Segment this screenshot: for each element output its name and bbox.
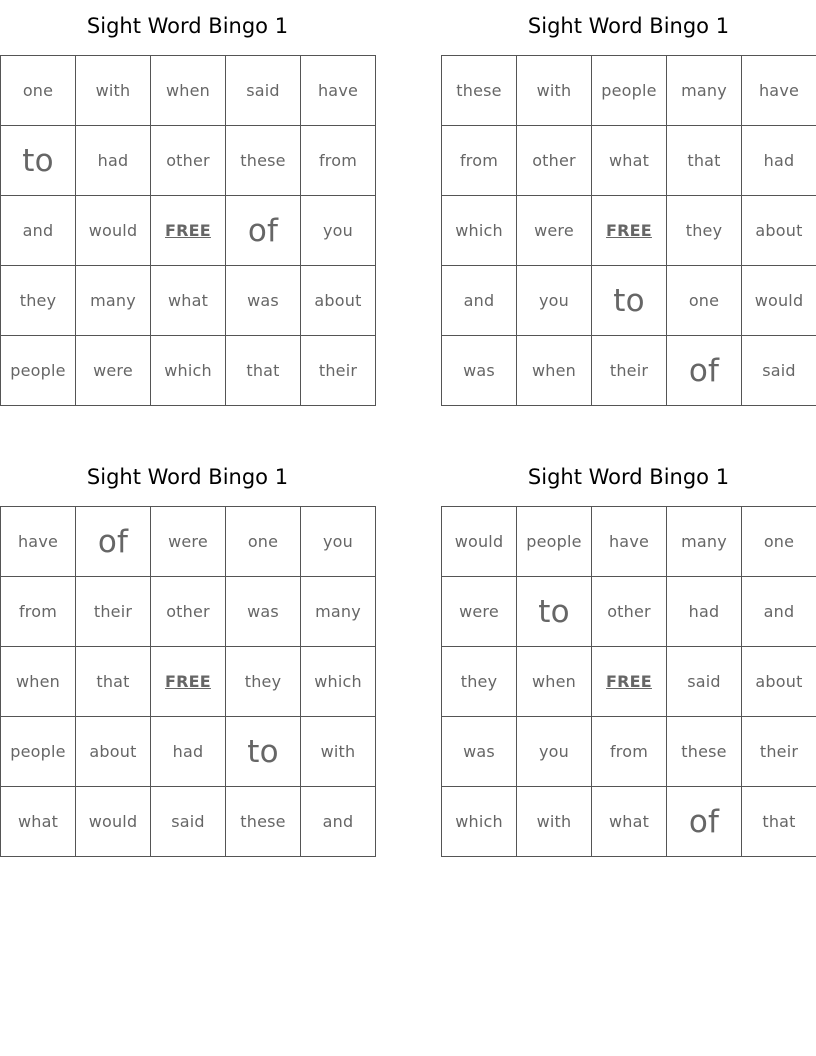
bingo-cell: to — [592, 266, 667, 336]
grid-row — [1, 126, 376, 196]
bingo-grid — [441, 55, 816, 406]
bingo-cell: people — [592, 56, 667, 126]
card-title: Sight Word Bingo 1 — [86, 465, 289, 489]
bingo-cell: their — [301, 336, 376, 406]
bingo-cell: about — [301, 266, 376, 336]
bingo-cell: of — [226, 196, 301, 266]
bingo-cell: what — [592, 787, 667, 857]
bingo-cell: which — [301, 647, 376, 717]
bingo-cell: many — [76, 266, 151, 336]
bingo-cell: other — [592, 577, 667, 647]
bingo-cell: you — [517, 266, 592, 336]
bingo-cell: would — [442, 507, 517, 577]
bingo-cell: many — [667, 56, 742, 126]
bingo-cell: other — [517, 126, 592, 196]
bingo-cell: these — [667, 717, 742, 787]
grid-row — [442, 507, 816, 577]
grid-row — [442, 196, 816, 266]
bingo-cell: from — [1, 577, 76, 647]
bingo-cell: their — [76, 577, 151, 647]
bingo-cell: one — [742, 507, 816, 577]
bingo-cell: had — [76, 126, 151, 196]
bingo-cell: with — [517, 56, 592, 126]
bingo-cell: which — [442, 196, 517, 266]
bingo-cell: what — [592, 126, 667, 196]
bingo-cell: that — [76, 647, 151, 717]
card-title: Sight Word Bingo 1 — [86, 14, 289, 38]
grid-row — [1, 266, 376, 336]
bingo-cell: were — [517, 196, 592, 266]
bingo-cell: when — [1, 647, 76, 717]
bingo-cell: one — [667, 266, 742, 336]
bingo-cell: which — [151, 336, 226, 406]
grid-row — [442, 56, 816, 126]
bingo-cell: have — [301, 56, 376, 126]
grid-row — [442, 336, 816, 406]
bingo-cell: which — [442, 787, 517, 857]
free-space-cell: FREE — [592, 196, 667, 266]
bingo-cell: and — [742, 577, 816, 647]
bingo-cell: when — [517, 336, 592, 406]
bingo-grid — [441, 506, 816, 857]
grid-row — [442, 126, 816, 196]
bingo-grid — [0, 506, 376, 857]
bingo-cell: many — [301, 577, 376, 647]
bingo-cell: had — [151, 717, 226, 787]
bingo-cell: have — [1, 507, 76, 577]
bingo-cell: was — [226, 266, 301, 336]
bingo-cell: said — [742, 336, 816, 406]
bingo-cell: people — [1, 717, 76, 787]
bingo-cell: their — [742, 717, 816, 787]
grid-row — [1, 787, 376, 857]
grid-row — [442, 577, 816, 647]
bingo-cell: when — [517, 647, 592, 717]
grid-row — [1, 336, 376, 406]
bingo-cell: about — [742, 647, 816, 717]
bingo-cell: these — [226, 787, 301, 857]
bingo-cell: had — [667, 577, 742, 647]
bingo-cell: have — [592, 507, 667, 577]
bingo-cell: when — [151, 56, 226, 126]
bingo-cell: about — [76, 717, 151, 787]
bingo-cell: and — [442, 266, 517, 336]
bingo-cell: of — [76, 507, 151, 577]
bingo-cell: other — [151, 577, 226, 647]
bingo-cell: they — [1, 266, 76, 336]
bingo-cell: was — [442, 336, 517, 406]
bingo-cell: to — [1, 126, 76, 196]
bingo-cell: about — [742, 196, 816, 266]
bingo-cell: would — [76, 787, 151, 857]
card-title: Sight Word Bingo 1 — [527, 14, 730, 38]
bingo-cell: people — [517, 507, 592, 577]
bingo-cell: would — [742, 266, 816, 336]
free-space-cell: FREE — [151, 196, 226, 266]
bingo-cell: these — [442, 56, 517, 126]
bingo-cell: said — [667, 647, 742, 717]
bingo-cell: that — [667, 126, 742, 196]
bingo-cell: that — [742, 787, 816, 857]
bingo-cell: what — [1, 787, 76, 857]
bingo-cell: people — [1, 336, 76, 406]
bingo-cell: they — [226, 647, 301, 717]
grid-row — [1, 507, 376, 577]
bingo-cell: were — [76, 336, 151, 406]
bingo-cell: to — [517, 577, 592, 647]
grid-row — [442, 647, 816, 717]
bingo-cell: was — [226, 577, 301, 647]
bingo-cell: with — [517, 787, 592, 857]
bingo-cell: from — [592, 717, 667, 787]
bingo-cell: they — [667, 196, 742, 266]
bingo-cell: other — [151, 126, 226, 196]
bingo-cell: said — [226, 56, 301, 126]
bingo-cell: with — [301, 717, 376, 787]
bingo-cell: you — [301, 196, 376, 266]
bingo-cell: said — [151, 787, 226, 857]
bingo-cell: that — [226, 336, 301, 406]
bingo-cell: had — [742, 126, 816, 196]
bingo-cell: of — [667, 336, 742, 406]
grid-row — [1, 577, 376, 647]
free-space-cell: FREE — [592, 647, 667, 717]
grid-row — [442, 717, 816, 787]
bingo-grid — [0, 55, 376, 406]
bingo-cell: one — [226, 507, 301, 577]
bingo-cell: have — [742, 56, 816, 126]
bingo-cell: were — [442, 577, 517, 647]
grid-row — [1, 647, 376, 717]
bingo-cell: these — [226, 126, 301, 196]
bingo-cell: they — [442, 647, 517, 717]
bingo-cell: one — [1, 56, 76, 126]
grid-row — [1, 56, 376, 126]
free-space-cell: FREE — [151, 647, 226, 717]
bingo-cell: with — [76, 56, 151, 126]
bingo-cell: of — [667, 787, 742, 857]
bingo-cell: you — [301, 507, 376, 577]
grid-row — [442, 787, 816, 857]
bingo-cell: their — [592, 336, 667, 406]
bingo-cell: and — [301, 787, 376, 857]
grid-row — [1, 196, 376, 266]
grid-row — [1, 717, 376, 787]
bingo-cell: and — [1, 196, 76, 266]
bingo-cell: was — [442, 717, 517, 787]
bingo-cell: you — [517, 717, 592, 787]
bingo-cell: to — [226, 717, 301, 787]
card-title: Sight Word Bingo 1 — [527, 465, 730, 489]
grid-row — [442, 266, 816, 336]
bingo-cell: many — [667, 507, 742, 577]
bingo-cell: would — [76, 196, 151, 266]
bingo-cell: were — [151, 507, 226, 577]
bingo-cell: from — [301, 126, 376, 196]
bingo-cell: what — [151, 266, 226, 336]
bingo-cell: from — [442, 126, 517, 196]
